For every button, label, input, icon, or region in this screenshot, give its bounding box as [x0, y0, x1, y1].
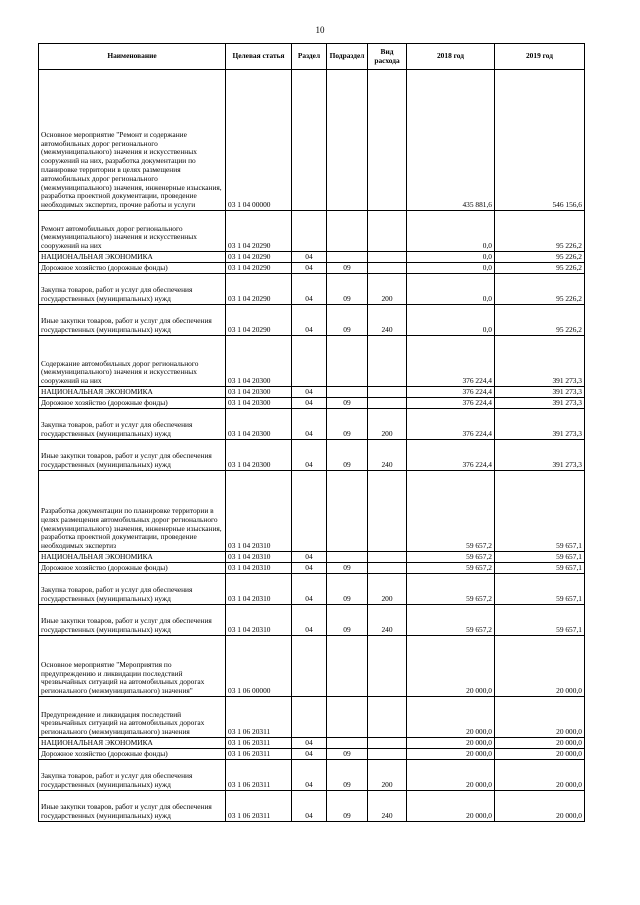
- table-row: [39, 738, 585, 749]
- table-row: [39, 263, 585, 274]
- row-amount-2019: 59 657,1: [495, 471, 585, 552]
- row-amount-2018: 59 657,2: [407, 563, 495, 574]
- row-subsection: 09: [327, 440, 368, 471]
- row-code: 03 1 04 20310: [226, 552, 292, 563]
- row-code: 03 1 06 20311: [226, 791, 292, 822]
- row-name: Основное мероприятие "Мероприятия по предупреждению и ликвидации последствий чрезвычайных ситуаций на автомобильных дорогах регионального (межмуниципального) значения": [39, 636, 226, 697]
- row-subsection: [327, 336, 368, 387]
- row-section: 04: [292, 760, 327, 791]
- row-amount-2019: 391 273,3: [495, 440, 585, 471]
- row-amount-2019: 20 000,0: [495, 738, 585, 749]
- table-row: [39, 760, 585, 791]
- row-amount-2019: 391 273,3: [495, 409, 585, 440]
- row-amount-2018: 435 881,6: [407, 70, 495, 211]
- budget-table: [38, 43, 585, 822]
- row-code: 03 1 04 20290: [226, 263, 292, 274]
- row-section: 04: [292, 552, 327, 563]
- header-name: Наименование: [39, 44, 226, 70]
- header-code: Целевая статья: [226, 44, 292, 70]
- row-subsection: 09: [327, 409, 368, 440]
- row-subsection: [327, 471, 368, 552]
- header-year-2018: 2018 год: [407, 44, 495, 70]
- row-code: 03 1 04 20300: [226, 440, 292, 471]
- row-name: Дорожное хозяйство (дорожные фонды): [39, 398, 226, 409]
- row-amount-2019: 95 226,2: [495, 305, 585, 336]
- row-amount-2018: 0,0: [407, 211, 495, 252]
- row-section: 04: [292, 563, 327, 574]
- row-expense-type: 240: [368, 440, 407, 471]
- row-amount-2018: 20 000,0: [407, 791, 495, 822]
- row-code: 03 1 06 00000: [226, 636, 292, 697]
- row-amount-2018: 20 000,0: [407, 697, 495, 738]
- row-name: Иные закупки товаров, работ и услуг для обеспечения государственных (муниципальных) нужд: [39, 605, 226, 636]
- row-expense-type: 240: [368, 605, 407, 636]
- row-name: НАЦИОНАЛЬНАЯ ЭКОНОМИКА: [39, 252, 226, 263]
- row-amount-2018: 0,0: [407, 263, 495, 274]
- row-amount-2018: 376 224,4: [407, 440, 495, 471]
- row-amount-2019: 59 657,1: [495, 552, 585, 563]
- table-row: [39, 252, 585, 263]
- row-name: Разработка документации по планировке территории в целях размещения автомобильных дорог регионального (межмуниципального) значения, инженерные изыскания, разработка проектной документации, проведение необходимых экспертиз: [39, 471, 226, 552]
- row-amount-2018: 59 657,2: [407, 574, 495, 605]
- row-subsection: [327, 211, 368, 252]
- table-row: [39, 336, 585, 387]
- row-name: Дорожное хозяйство (дорожные фонды): [39, 749, 226, 760]
- row-subsection: 09: [327, 563, 368, 574]
- row-code: 03 1 04 00000: [226, 70, 292, 211]
- row-amount-2019: 391 273,3: [495, 387, 585, 398]
- row-expense-type: [368, 211, 407, 252]
- row-name: НАЦИОНАЛЬНАЯ ЭКОНОМИКА: [39, 738, 226, 749]
- table-row: [39, 749, 585, 760]
- row-name: Дорожное хозяйство (дорожные фонды): [39, 563, 226, 574]
- row-name: Предупреждение и ликвидация последствий чрезвычайных ситуаций на автомобильных дорогах регионального (межмуниципального) значения: [39, 697, 226, 738]
- row-expense-type: [368, 563, 407, 574]
- row-amount-2019: 20 000,0: [495, 697, 585, 738]
- row-section: [292, 70, 327, 211]
- row-amount-2018: 0,0: [407, 274, 495, 305]
- row-amount-2018: 0,0: [407, 252, 495, 263]
- row-amount-2018: 376 224,4: [407, 387, 495, 398]
- row-name: Иные закупки товаров, работ и услуг для обеспечения государственных (муниципальных) нужд: [39, 440, 226, 471]
- row-section: 04: [292, 409, 327, 440]
- row-name: Ремонт автомобильных дорог регионального (межмуниципального) значения и искусственных сооружений на них: [39, 211, 226, 252]
- row-expense-type: [368, 398, 407, 409]
- row-amount-2019: 20 000,0: [495, 791, 585, 822]
- table-row: [39, 605, 585, 636]
- row-section: 04: [292, 252, 327, 263]
- row-subsection: [327, 697, 368, 738]
- row-expense-type: 200: [368, 274, 407, 305]
- row-code: 03 1 04 20300: [226, 409, 292, 440]
- row-subsection: 09: [327, 574, 368, 605]
- row-name: Основное мероприятие "Ремонт и содержание автомобильных дорог регионального (межмуниципального) значения и искусственных сооружений на них, разработка документации по планировке территории в целях размещения автомобильных дорог регионального (межмуниципального) значения, инженерные изыскания, разработка проектной документации, проведение необходимых экспертиз, прочие работы и услуги: [39, 70, 226, 211]
- row-amount-2018: 376 224,4: [407, 398, 495, 409]
- row-amount-2018: 20 000,0: [407, 760, 495, 791]
- row-section: [292, 336, 327, 387]
- table-row: [39, 574, 585, 605]
- row-code: 03 1 06 20311: [226, 697, 292, 738]
- row-amount-2019: 20 000,0: [495, 749, 585, 760]
- row-expense-type: [368, 252, 407, 263]
- row-section: 04: [292, 574, 327, 605]
- row-expense-type: [368, 697, 407, 738]
- row-subsection: 09: [327, 305, 368, 336]
- row-amount-2018: 59 657,2: [407, 605, 495, 636]
- row-subsection: [327, 252, 368, 263]
- row-amount-2019: 95 226,2: [495, 274, 585, 305]
- header-subsection: Подраздел: [327, 44, 368, 70]
- table-row: [39, 697, 585, 738]
- row-amount-2019: 95 226,2: [495, 263, 585, 274]
- row-code: 03 1 06 20311: [226, 749, 292, 760]
- row-section: [292, 471, 327, 552]
- row-amount-2019: 59 657,1: [495, 574, 585, 605]
- row-expense-type: [368, 70, 407, 211]
- row-amount-2019: 391 273,3: [495, 336, 585, 387]
- row-name: Закупка товаров, работ и услуг для обеспечения государственных (муниципальных) нужд: [39, 274, 226, 305]
- row-amount-2018: 20 000,0: [407, 749, 495, 760]
- row-subsection: [327, 636, 368, 697]
- row-name: НАЦИОНАЛЬНАЯ ЭКОНОМИКА: [39, 387, 226, 398]
- row-name: Иные закупки товаров, работ и услуг для обеспечения государственных (муниципальных) нужд: [39, 791, 226, 822]
- row-subsection: 09: [327, 263, 368, 274]
- page-number: 10: [315, 25, 325, 35]
- row-expense-type: [368, 749, 407, 760]
- row-expense-type: 240: [368, 305, 407, 336]
- row-subsection: [327, 738, 368, 749]
- row-name: Содержание автомобильных дорог регионального (межмуниципального) значения и искусственных сооружений на них: [39, 336, 226, 387]
- table-body: [39, 70, 585, 822]
- row-name: Закупка товаров, работ и услуг для обеспечения государственных (муниципальных) нужд: [39, 409, 226, 440]
- row-subsection: 09: [327, 791, 368, 822]
- table-row: [39, 563, 585, 574]
- row-name: НАЦИОНАЛЬНАЯ ЭКОНОМИКА: [39, 552, 226, 563]
- table-row: [39, 440, 585, 471]
- row-code: 03 1 04 20310: [226, 574, 292, 605]
- row-subsection: 09: [327, 398, 368, 409]
- row-section: 04: [292, 605, 327, 636]
- row-section: 04: [292, 263, 327, 274]
- row-expense-type: 240: [368, 791, 407, 822]
- row-amount-2018: 59 657,2: [407, 552, 495, 563]
- row-amount-2018: 376 224,4: [407, 336, 495, 387]
- table-row: [39, 305, 585, 336]
- row-expense-type: [368, 636, 407, 697]
- row-code: 03 1 04 20290: [226, 305, 292, 336]
- row-subsection: [327, 552, 368, 563]
- row-expense-type: 200: [368, 409, 407, 440]
- row-name: Дорожное хозяйство (дорожные фонды): [39, 263, 226, 274]
- row-amount-2019: 20 000,0: [495, 760, 585, 791]
- row-code: 03 1 04 20310: [226, 471, 292, 552]
- row-code: 03 1 06 20311: [226, 738, 292, 749]
- row-expense-type: [368, 336, 407, 387]
- table-row: [39, 471, 585, 552]
- row-subsection: 09: [327, 760, 368, 791]
- row-amount-2018: 20 000,0: [407, 636, 495, 697]
- row-subsection: 09: [327, 749, 368, 760]
- row-name: Закупка товаров, работ и услуг для обеспечения государственных (муниципальных) нужд: [39, 760, 226, 791]
- row-amount-2019: 391 273,3: [495, 398, 585, 409]
- row-expense-type: [368, 263, 407, 274]
- row-section: [292, 211, 327, 252]
- table-row: [39, 387, 585, 398]
- row-section: 04: [292, 738, 327, 749]
- row-expense-type: 200: [368, 760, 407, 791]
- row-section: 04: [292, 749, 327, 760]
- row-amount-2018: 0,0: [407, 305, 495, 336]
- row-code: 03 1 04 20290: [226, 274, 292, 305]
- row-code: 03 1 04 20290: [226, 211, 292, 252]
- row-code: 03 1 04 20310: [226, 563, 292, 574]
- row-amount-2018: 20 000,0: [407, 738, 495, 749]
- table-row: [39, 211, 585, 252]
- table-row: [39, 636, 585, 697]
- row-expense-type: [368, 471, 407, 552]
- row-name: Иные закупки товаров, работ и услуг для обеспечения государственных (муниципальных) нужд: [39, 305, 226, 336]
- row-name: Закупка товаров, работ и услуг для обеспечения государственных (муниципальных) нужд: [39, 574, 226, 605]
- row-amount-2019: 95 226,2: [495, 211, 585, 252]
- table-row: [39, 409, 585, 440]
- row-amount-2018: 376 224,4: [407, 409, 495, 440]
- row-expense-type: 200: [368, 574, 407, 605]
- row-amount-2019: 59 657,1: [495, 563, 585, 574]
- table-header-row: [39, 44, 585, 70]
- table-row: [39, 791, 585, 822]
- row-section: [292, 697, 327, 738]
- row-code: 03 1 06 20311: [226, 760, 292, 791]
- row-amount-2019: 20 000,0: [495, 636, 585, 697]
- row-code: 03 1 04 20290: [226, 252, 292, 263]
- row-expense-type: [368, 552, 407, 563]
- row-section: 04: [292, 398, 327, 409]
- row-section: 04: [292, 440, 327, 471]
- row-expense-type: [368, 387, 407, 398]
- table-row: [39, 274, 585, 305]
- row-code: 03 1 04 20310: [226, 605, 292, 636]
- table-row: [39, 398, 585, 409]
- row-expense-type: [368, 738, 407, 749]
- header-year-2019: 2019 год: [495, 44, 585, 70]
- header-section: Раздел: [292, 44, 327, 70]
- row-section: 04: [292, 274, 327, 305]
- row-section: [292, 636, 327, 697]
- row-amount-2018: 59 657,2: [407, 471, 495, 552]
- row-amount-2019: 59 657,1: [495, 605, 585, 636]
- row-section: 04: [292, 305, 327, 336]
- table-row: [39, 70, 585, 211]
- row-code: 03 1 04 20300: [226, 398, 292, 409]
- row-amount-2019: 546 156,6: [495, 70, 585, 211]
- row-amount-2019: 95 226,2: [495, 252, 585, 263]
- row-code: 03 1 04 20300: [226, 336, 292, 387]
- row-section: 04: [292, 791, 327, 822]
- row-subsection: [327, 70, 368, 211]
- row-subsection: 09: [327, 605, 368, 636]
- table-row: [39, 552, 585, 563]
- row-subsection: [327, 387, 368, 398]
- row-section: 04: [292, 387, 327, 398]
- row-subsection: 09: [327, 274, 368, 305]
- row-code: 03 1 04 20300: [226, 387, 292, 398]
- header-expense-type: Вид расхода: [368, 44, 407, 70]
